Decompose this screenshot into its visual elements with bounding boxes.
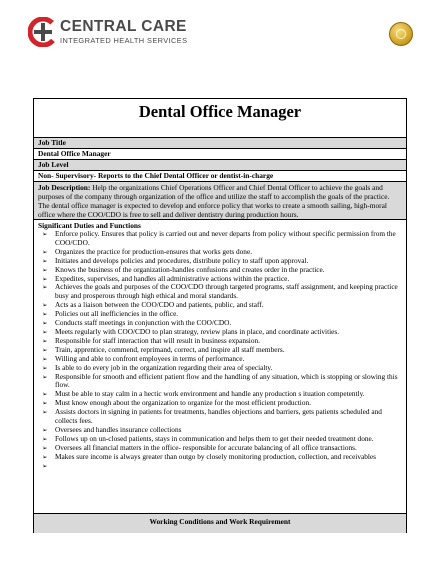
list-item: ➢ Oversees and handles insurance collections — [42, 424, 182, 434]
arrow-bullet-icon: ➢ — [42, 336, 48, 345]
arrow-bullet-icon: ➢ — [42, 390, 48, 399]
duties-section — [34, 219, 406, 513]
page-header — [0, 0, 440, 80]
list-item: ➢ Enforce policy. Ensures that policy is carried out and never departs from policy without specific permission from the COO/CDO. — [42, 229, 396, 247]
arrow-bullet-icon: ➢ — [42, 265, 48, 274]
job-title-value — [34, 148, 406, 159]
job-description-section — [34, 181, 406, 219]
duties-list — [38, 229, 402, 470]
job-level-value — [34, 170, 406, 181]
duties-title: Significant Duties and Functions — [38, 221, 141, 230]
job-description-document — [33, 98, 407, 533]
arrow-bullet-icon: ➢ — [42, 425, 48, 434]
arrow-bullet-icon: ➢ — [42, 408, 48, 417]
list-item: ➢ Expedites, supervises, and handles all administrative actions within the practice. — [42, 273, 290, 283]
list-item: ➢ Train, apprentice, commend, reprimand, correct, and inspire all staff members. — [42, 344, 285, 354]
arrow-bullet-icon: ➢ — [42, 283, 48, 292]
central-care-logo-icon — [28, 17, 58, 47]
arrow-bullet-icon: ➢ — [42, 256, 48, 265]
list-item: ➢ Oversees all financial matters in the office- responsible for accurate balancing of all office transactions. — [42, 442, 357, 452]
list-item: ➢ Conducts staff meetings in conjunction with the COO/CDO. — [42, 318, 232, 328]
list-item: ➢ Achieves the goals and purposes of the COO/CDO through targeted programs, staff assignment, and keeping practice busy and prosperous through high ethical and moral standards. — [42, 282, 398, 301]
job-description-label: Job Description: — [38, 183, 91, 192]
list-item: ➢ Must know enough about the organization to organize for the most efficient production. — [42, 398, 311, 408]
list-item: ➢ Meets regularly with COO/CDO to plan strategy, review plans in place, and coordinate activities. — [42, 326, 340, 336]
job-title-text: Dental Office Manager — [38, 149, 111, 158]
list-item: ➢ Initiates and develops policies and procedures, distribute policy to staff upon approval. — [42, 255, 309, 265]
arrow-bullet-icon: ➢ — [42, 399, 48, 408]
arrow-bullet-icon: ➢ — [42, 461, 48, 470]
job-level-label: Job Level — [34, 159, 406, 170]
list-item: ➢ Follows up on un-closed patients, stays in communication and helps them to get their needed treatment done. — [42, 433, 374, 443]
list-item: ➢ Assists doctors in signing in patients for treatments, handles objections and barriers, gets patients scheduled and collects fees. — [42, 407, 382, 426]
list-item: ➢ Must be able to stay calm in a hectic work environment and handle any production s ituation competently. — [42, 389, 365, 399]
arrow-bullet-icon: ➢ — [42, 327, 48, 336]
arrow-bullet-icon: ➢ — [42, 319, 48, 328]
list-item: ➢ Is able to do every job in the organization regarding their area of specialty. — [42, 362, 273, 372]
brand-tagline: INTEGRATED HEALTH SERVICES — [60, 36, 188, 45]
arrow-bullet-icon: ➢ — [42, 354, 48, 363]
list-item: ➢ Acts as a liaison between the COO/CDO and patients, public, and staff. — [42, 300, 264, 310]
list-item: ➢ Knows the business of the organization-handles confusions and creates order in the practice. — [42, 264, 325, 274]
arrow-bullet-icon: ➢ — [42, 363, 48, 372]
job-level-text: Non- Supervisory- Reports to the Chief Dental Officer or dentist-in-charge — [38, 171, 274, 180]
arrow-bullet-icon: ➢ — [42, 310, 48, 319]
list-item: ➢ Policies out all inefficiencies in the office. — [42, 309, 179, 319]
brand-name: CENTRAL CARE — [60, 18, 187, 35]
gold-seal-icon — [389, 22, 413, 46]
job-title-label: Job Title — [34, 137, 406, 148]
arrow-bullet-icon: ➢ — [42, 345, 48, 354]
document-title: Dental Office Manager — [138, 102, 302, 121]
list-item: ➢ Responsible for staff interaction that will result in business expansion. — [42, 335, 260, 345]
arrow-bullet-icon: ➢ — [42, 372, 48, 381]
arrow-bullet-icon: ➢ — [42, 434, 48, 443]
arrow-bullet-icon: ➢ — [42, 274, 48, 283]
arrow-bullet-icon: ➢ — [42, 247, 48, 256]
arrow-bullet-icon: ➢ — [42, 452, 48, 461]
list-item: ➢ Makes sure income is always greater than outgo by closely monitoring production, collection, and receivables — [42, 451, 376, 461]
list-item: ➢ Organizes the practice for production-ensures that works gets done. — [42, 246, 253, 256]
list-item: ➢ Willing and able to confront employees in terms of performance. — [42, 353, 245, 363]
arrow-bullet-icon: ➢ — [42, 443, 48, 452]
arrow-bullet-icon: ➢ — [42, 230, 48, 238]
job-description-text: Help the organizations Chief Operations Officer and Chief Dental Officer to achieve the goals and purposes of the company through organization of the office and utilize the staff to accomplish the goals of the practice. The dental office manager is expected to develop and enforce policy that works to create a smooth sailing, high-moral office where the COO/CDO is free to sell and deliver dentistry during production hours. — [38, 183, 390, 219]
working-conditions-heading: Working Conditions and Work Requirement — [34, 513, 406, 533]
arrow-bullet-icon: ➢ — [42, 301, 48, 310]
list-item: ➢ Responsible for smooth and efficient patient flow and the handling of any situation, which is stopping or slowing this flow. — [42, 371, 398, 390]
